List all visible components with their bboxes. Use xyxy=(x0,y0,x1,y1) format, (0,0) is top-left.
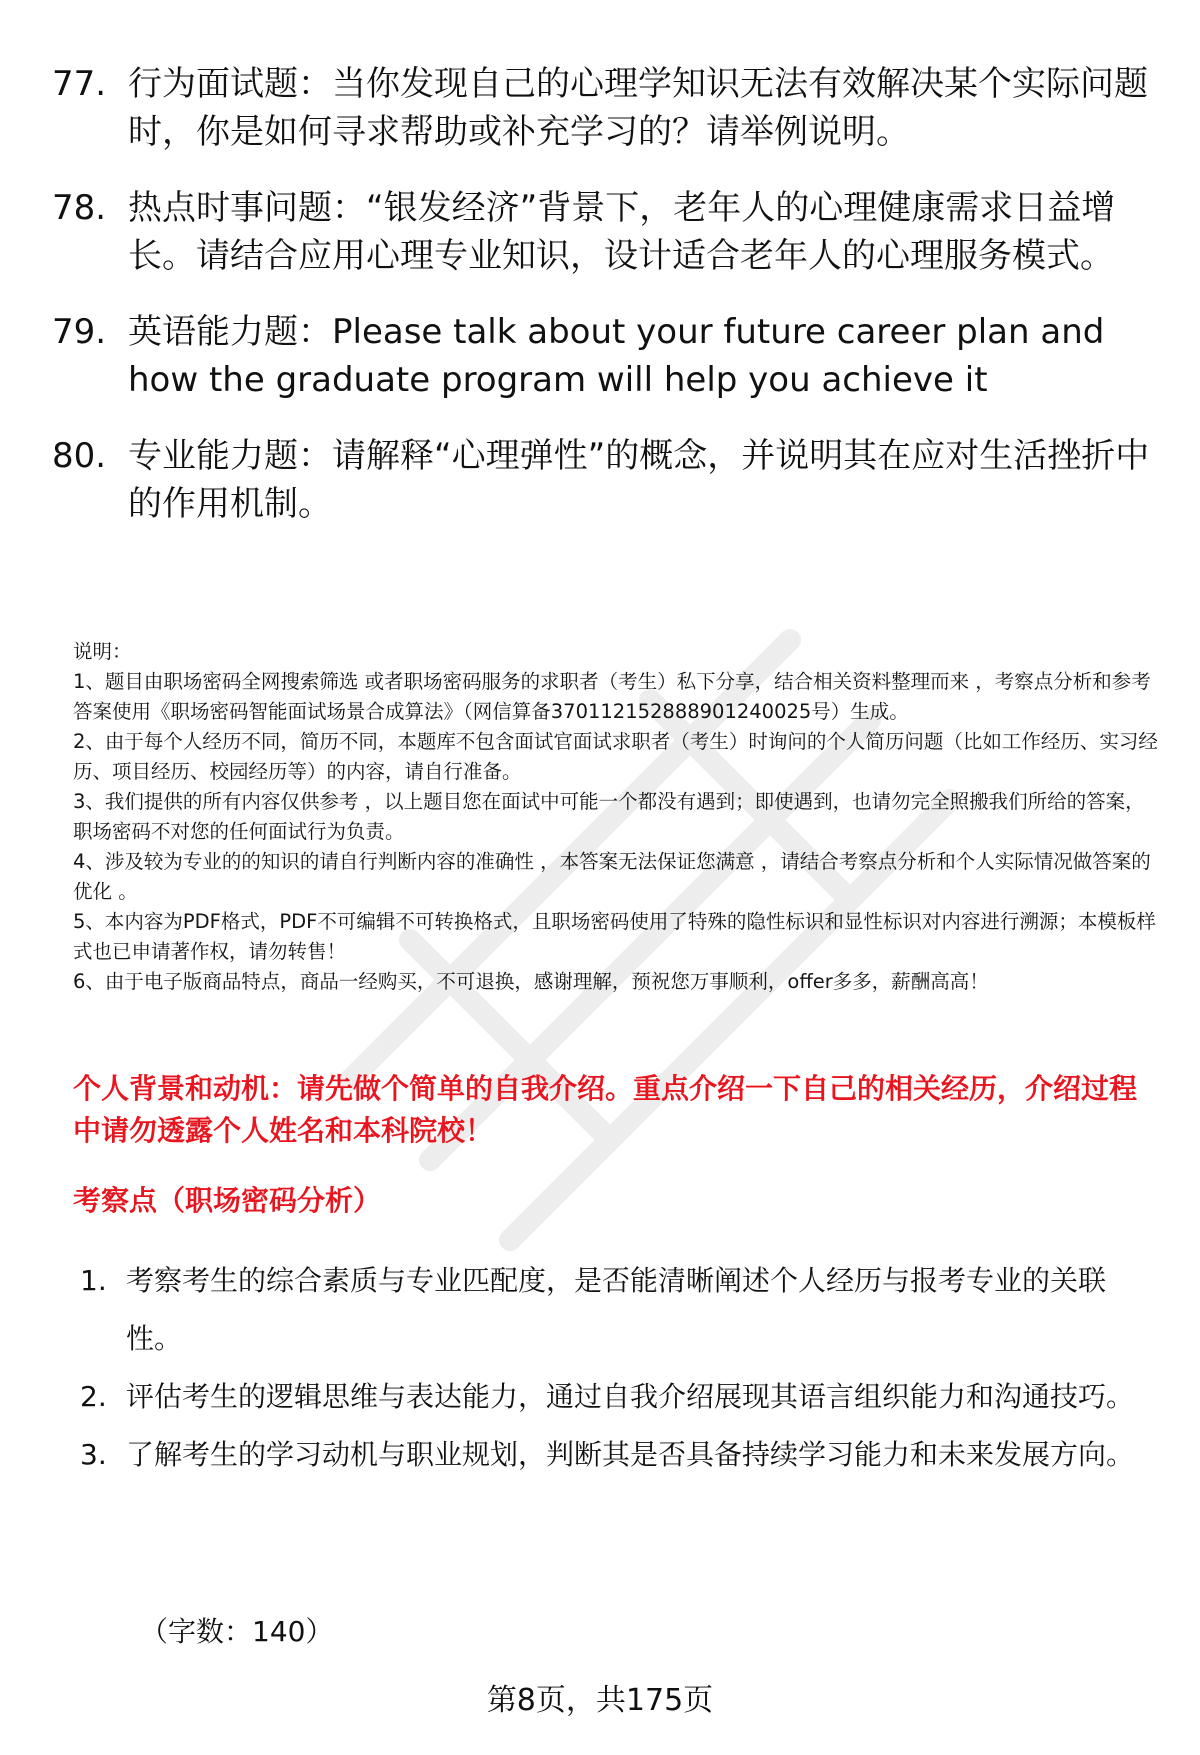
point-number: 1. xyxy=(80,1264,107,1297)
notes-section xyxy=(73,637,1163,997)
question-number: 80. xyxy=(52,436,107,476)
question-item xyxy=(52,308,1152,404)
question-item xyxy=(52,432,1152,528)
note-item: 5、本内容为PDF格式，PDF不可编辑不可转换格式，且职场密码使用了特殊的隐性标识和显性标识对内容进行溯源；本模板样式也已申请著作权，请勿转售！ xyxy=(73,910,1156,963)
point-number: 2. xyxy=(80,1380,107,1413)
page-footer: 第8页，共175页 xyxy=(486,1683,714,1718)
assessment-points xyxy=(80,1252,1160,1484)
note-item: 6、由于电子版商品特点，商品一经购买，不可退换，感谢理解，预祝您万事顺利，offer多多，薪酬高高！ xyxy=(73,970,989,993)
question-text: 英语能力题：Please talk about your future career plan and how the graduate program will help you achieve it xyxy=(128,312,1105,400)
section-heading: 个人背景和动机：请先做个简单的自我介绍。重点介绍一下自己的相关经历，介绍过程中请勿透露个人姓名和本科院校！ xyxy=(73,1072,1138,1147)
word-count: （字数：140） xyxy=(140,1615,334,1648)
point-text: 了解考生的学习动机与职业规划，判断其是否具备持续学习能力和未来发展方向。 xyxy=(126,1438,1135,1471)
question-item xyxy=(52,184,1152,280)
question-text: 热点时事问题：“银发经济”背景下，老年人的心理健康需求日益增长。请结合应用心理专业知识，设计适合老年人的心理服务模式。 xyxy=(128,188,1116,276)
note-item: 2、由于每个人经历不同，简历不同，本题库不包含面试官面试求职者（考生）时询问的个人简历问题（比如工作经历、实习经历、项目经历、校园经历等）的内容，请自行准备。 xyxy=(73,730,1158,783)
question-item xyxy=(52,60,1152,156)
question-text: 专业能力题：请解释“心理弹性”的概念，并说明其在应对生活挫折中的作用机制。 xyxy=(128,436,1150,524)
question-list xyxy=(52,60,1152,556)
point-number: 3. xyxy=(80,1438,107,1471)
notes-title: 说明： xyxy=(73,640,132,663)
note-item: 1、题目由职场密码全网搜索筛选 或者职场密码服务的求职者（考生）私下分享，结合相关资料整理而来 ，考察点分析和参考答案使用《职场密码智能面试场景合成算法》（网信算备370112152888901240025号）生成。 xyxy=(73,670,1151,723)
point-item xyxy=(80,1252,1160,1368)
question-number: 77. xyxy=(52,64,107,104)
question-number: 79. xyxy=(52,312,107,352)
point-item xyxy=(80,1368,1160,1426)
section-subheading: 考察点（职场密码分析） xyxy=(73,1184,382,1217)
question-number: 78. xyxy=(52,188,107,228)
point-item xyxy=(80,1426,1160,1484)
note-item: 4、涉及较为专业的的知识的请自行判断内容的准确性 ，本答案无法保证您满意 ，请结合考察点分析和个人实际情况做答案的优化 。 xyxy=(73,850,1151,903)
point-text: 评估考生的逻辑思维与表达能力，通过自我介绍展现其语言组织能力和沟通技巧。 xyxy=(126,1380,1135,1413)
note-item: 3、我们提供的所有内容仅供参考 ，以上题目您在面试中可能一个都没有遇到；即使遇到，也请勿完全照搬我们所给的答案，职场密码不对您的任何面试行为负责。 xyxy=(73,790,1145,843)
question-text: 行为面试题：当你发现自己的心理学知识无法有效解决某个实际问题时，你是如何寻求帮助或补充学习的？请举例说明。 xyxy=(128,64,1148,152)
point-text: 考察考生的综合素质与专业匹配度，是否能清晰阐述个人经历与报考专业的关联性。 xyxy=(126,1264,1107,1355)
